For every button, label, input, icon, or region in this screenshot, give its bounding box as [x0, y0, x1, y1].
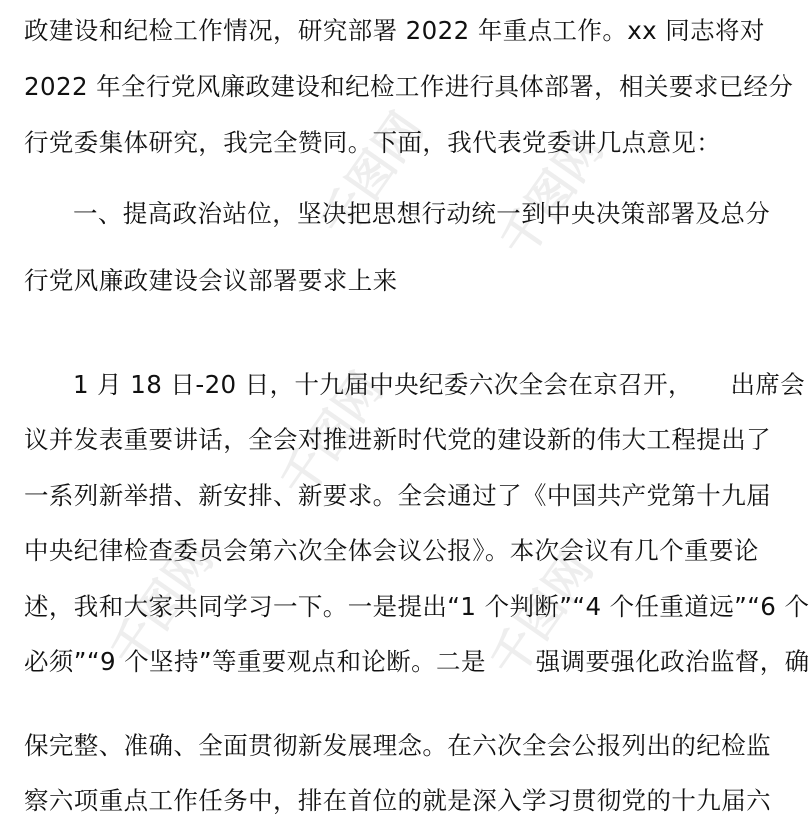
- section-heading-line: 行党风廉政建设会议部署要求上来: [24, 266, 398, 295]
- text-line: 察六项重点工作任务中，排在首位的就是深入学习贯彻党的十九届六: [24, 786, 771, 815]
- text-line: 议并发表重要讲话，全会对推进新时代党的建设新的伟大工程提出了: [24, 425, 771, 454]
- text-line: 述，我和大家共同学习一下。一是提出“1 个判断”“4 个任重道远”“6 个: [24, 592, 810, 621]
- text-line: 行党委集体研究，我完全赞同。下面，我代表党委讲几点意见：: [24, 128, 722, 157]
- watermark: 千图网: [309, 102, 434, 247]
- text-line: 必须”“9 个坚持”等重要观点和论断。二是 强调要强化政治监督，确: [24, 647, 810, 676]
- text-line: 1 月 18 日-20 日，十九届中央纪委六次全会在京召开， 出席会: [73, 370, 806, 399]
- watermark: 千图网: [479, 542, 604, 687]
- watermark: 千图网: [99, 532, 224, 677]
- watermark: 千图网: [269, 362, 394, 507]
- text-line: 一系列新举措、新安排、新要求。全会通过了《中国共产党第十九届: [24, 481, 771, 510]
- text-line: 中央纪律检查委员会第六次全体会议公报》。本次会议有几个重要论: [24, 536, 759, 565]
- text-line: 保完整、准确、全面贯彻新发展理念。在六次全会公报列出的纪检监: [24, 731, 771, 760]
- text-line: 2022 年全行党风廉政建设和纪检工作进行具体部署，相关要求已经分: [24, 72, 794, 101]
- text-line: 政建设和纪检工作情况，研究部署 2022 年重点工作。xx 同志将对: [24, 16, 765, 45]
- watermark: 千图网: [489, 122, 614, 267]
- section-heading-line: 一、提高政治站位，坚决把思想行动统一到中央决策部署及总分: [73, 199, 771, 228]
